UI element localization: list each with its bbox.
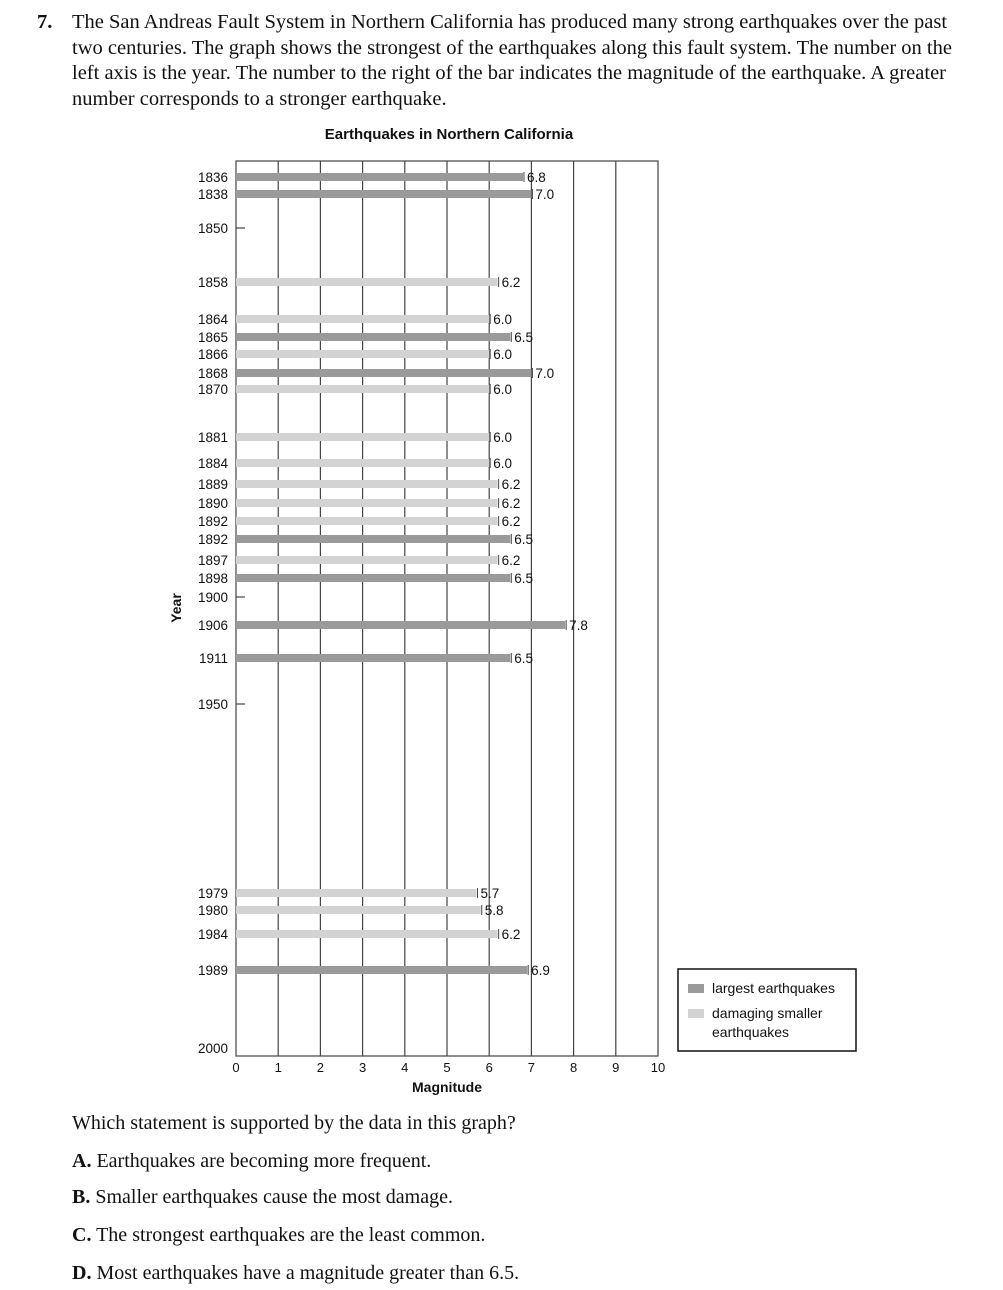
bar-value-label: 7.0 <box>535 187 555 202</box>
bar-year-label: 1864 <box>197 312 228 327</box>
answer-prompt: Which statement is supported by the data in this graph? <box>72 1112 516 1134</box>
bar-value-label: 6.0 <box>493 347 512 362</box>
bar-year-label: 1892 <box>197 514 228 529</box>
x-tick-label: 2 <box>316 1060 325 1075</box>
x-tick-label: 8 <box>569 1060 578 1075</box>
bar-smaller <box>236 517 498 525</box>
bar-largest <box>236 333 510 341</box>
y-tick-label: 1900 <box>197 590 228 605</box>
bar-year-label: 1868 <box>197 366 228 381</box>
y-tick-label: 1950 <box>197 697 228 712</box>
bar-largest <box>236 535 510 543</box>
bar-year-label: 1906 <box>197 618 228 633</box>
option-a-letter: A. <box>72 1150 92 1172</box>
bar-value-label: 6.2 <box>501 496 521 511</box>
bar-smaller <box>236 433 489 441</box>
bar-year-label: 1979 <box>197 886 228 901</box>
bar-value-label: 6.2 <box>501 514 521 529</box>
bar-smaller <box>236 459 489 467</box>
bar-largest <box>236 621 565 629</box>
bar-smaller <box>236 315 489 323</box>
bar-value-label: 6.0 <box>493 430 512 445</box>
legend-swatch-largest <box>688 984 704 993</box>
bar-value-label: 5.7 <box>480 886 500 901</box>
bar-year-label: 1858 <box>197 275 228 290</box>
option-a-text: Earthquakes are becoming more frequent. <box>96 1150 432 1172</box>
bar-value-label: 6.5 <box>514 532 534 547</box>
x-tick-label: 0 <box>232 1060 240 1075</box>
x-axis-title: Magnitude <box>412 1079 482 1095</box>
option-b[interactable] <box>72 1185 453 1209</box>
chart-title: Earthquakes in Northern California <box>324 126 574 143</box>
x-tick-label: 1 <box>274 1060 282 1075</box>
bar-value-label: 6.9 <box>531 963 550 978</box>
bar-value-label: 6.0 <box>493 312 512 327</box>
option-b-letter: B. <box>72 1186 91 1208</box>
bar-value-label: 6.2 <box>501 275 521 290</box>
option-b-text: Smaller earthquakes cause the most damage. <box>95 1186 453 1208</box>
bar-value-label: 5.8 <box>484 903 504 918</box>
option-c-text: The strongest earthquakes are the least common. <box>96 1224 486 1246</box>
option-d[interactable] <box>72 1261 519 1285</box>
bar-value-label: 6.0 <box>493 382 512 397</box>
y-axis-title: Year <box>168 593 184 623</box>
option-d-letter: D. <box>72 1262 92 1284</box>
bar-smaller <box>236 930 498 938</box>
bar-value-label: 6.2 <box>501 553 521 568</box>
chart-labels <box>168 126 665 1095</box>
bar-value-label: 6.5 <box>514 571 534 586</box>
option-c-letter: C. <box>72 1224 92 1246</box>
bar-smaller <box>236 385 489 393</box>
y-tick-label: 2000 <box>197 1041 228 1056</box>
question-number: 7. <box>37 11 53 33</box>
bar-smaller <box>236 906 481 914</box>
bar-smaller <box>236 499 498 507</box>
bar-year-label: 1892 <box>197 532 228 547</box>
bar-year-label: 1980 <box>197 903 228 918</box>
bar-year-label: 1989 <box>197 963 228 978</box>
legend-label-largest: largest earthquakes <box>712 980 835 996</box>
bar-largest <box>236 654 510 662</box>
bar-value-label: 6.5 <box>514 651 534 666</box>
bar-value-label: 6.5 <box>514 330 534 345</box>
bar-year-label: 1884 <box>197 456 228 471</box>
bar-year-label: 1838 <box>197 187 228 202</box>
bar-year-label: 1889 <box>197 477 228 492</box>
bar-value-label: 6.0 <box>493 456 512 471</box>
bar-year-label: 1898 <box>197 571 228 586</box>
x-tick-label: 9 <box>612 1060 620 1075</box>
x-tick-label: 5 <box>443 1060 451 1075</box>
chart-grid <box>236 161 658 1056</box>
bar-year-label: 1890 <box>197 496 228 511</box>
chart-legend <box>678 969 856 1051</box>
bar-year-label: 1836 <box>197 170 228 185</box>
bar-smaller <box>236 278 498 286</box>
bar-smaller <box>236 480 498 488</box>
bar-year-label: 1911 <box>198 651 228 666</box>
x-tick-label: 10 <box>650 1060 666 1075</box>
bar-largest <box>236 574 510 582</box>
x-tick-label: 4 <box>401 1060 409 1075</box>
x-tick-label: 7 <box>527 1060 536 1075</box>
bar-value-label: 7.8 <box>569 618 588 633</box>
option-d-text: Most earthquakes have a magnitude greater than 6.5. <box>96 1262 520 1284</box>
bar-value-label: 6.2 <box>501 477 521 492</box>
bar-smaller <box>236 556 498 564</box>
bar-value-label: 6.8 <box>526 170 546 185</box>
option-a[interactable] <box>72 1149 431 1173</box>
legend-label-smaller: damaging smaller earthquakes <box>712 1005 823 1040</box>
bar-smaller <box>236 350 489 358</box>
bar-largest <box>236 190 531 198</box>
bar-year-label: 1870 <box>197 382 228 397</box>
x-tick-label: 6 <box>485 1060 493 1075</box>
bar-largest <box>236 369 531 377</box>
bar-year-label: 1865 <box>197 330 228 345</box>
option-c[interactable] <box>72 1223 485 1247</box>
x-tick-label: 3 <box>358 1060 367 1075</box>
bar-value-label: 7.0 <box>535 366 555 381</box>
bar-smaller <box>236 889 477 897</box>
legend-swatch-smaller <box>688 1009 704 1018</box>
bar-value-label: 6.2 <box>501 927 521 942</box>
bar-year-label: 1866 <box>197 347 228 362</box>
bar-year-label: 1881 <box>197 430 228 445</box>
bar-year-label: 1897 <box>197 553 228 568</box>
bar-year-label: 1984 <box>197 927 228 942</box>
question-text: The San Andreas Fault System in Northern California has produced many strong earthquakes over the past two centuries. The graph shows the strongest of the earthquakes along this fault system. The number on the left axis is the year. The number to the right of the bar indicates the magnitude of the earthquake. A greater number corresponds to a stronger earthquake. <box>72 11 952 110</box>
bar-largest <box>236 173 523 181</box>
bar-largest <box>236 966 527 974</box>
y-tick-label: 1850 <box>197 221 228 236</box>
